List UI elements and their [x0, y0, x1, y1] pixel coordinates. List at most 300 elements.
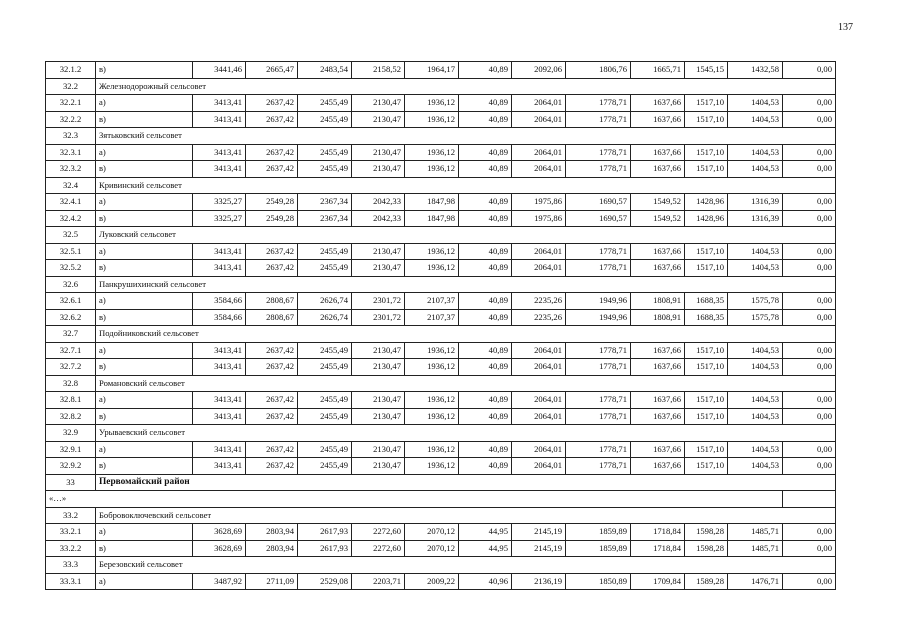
value-cell: 1637,66: [631, 144, 685, 161]
section-code: 32.3: [46, 128, 96, 145]
value-cell: 2637,42: [246, 144, 298, 161]
value-cell: 1778,71: [566, 260, 631, 277]
value-cell: 2092,06: [512, 62, 566, 79]
section-name: Кривинский сельсовет: [96, 177, 836, 194]
row-label: а): [96, 95, 193, 112]
row-code: 32.9.2: [46, 458, 96, 475]
value-cell: 1936,12: [405, 441, 459, 458]
value-cell: 1778,71: [566, 95, 631, 112]
table-row: [46, 441, 836, 458]
value-cell: 3413,41: [193, 458, 246, 475]
value-cell: 1598,28: [685, 524, 728, 541]
value-cell: 40,89: [459, 194, 512, 211]
value-cell: 3413,41: [193, 359, 246, 376]
value-cell: 1485,71: [728, 524, 783, 541]
value-cell: 1517,10: [685, 408, 728, 425]
row-code: 32.2.2: [46, 111, 96, 128]
subdivision-row: [46, 78, 836, 95]
value-cell: 1637,66: [631, 260, 685, 277]
value-cell: 1404,53: [728, 359, 783, 376]
row-code: 32.7.1: [46, 342, 96, 359]
value-cell: 1936,12: [405, 95, 459, 112]
table-body: [46, 62, 836, 590]
value-cell: 2130,47: [352, 144, 405, 161]
section-name: Урываевский сельсовет: [96, 425, 836, 442]
value-cell: 1949,96: [566, 293, 631, 310]
value-cell: 1936,12: [405, 458, 459, 475]
value-cell: 1936,12: [405, 408, 459, 425]
value-cell: 2455,49: [298, 458, 352, 475]
value-cell: 2637,42: [246, 408, 298, 425]
value-cell: 1404,53: [728, 408, 783, 425]
value-cell: 1949,96: [566, 309, 631, 326]
table-row: [46, 111, 836, 128]
value-cell: 0,00: [783, 210, 836, 227]
value-cell: 1404,53: [728, 161, 783, 178]
subdivision-row: [46, 557, 836, 574]
value-cell: 0,00: [783, 309, 836, 326]
row-label: в): [96, 458, 193, 475]
value-cell: 2064,01: [512, 441, 566, 458]
value-cell: 1806,76: [566, 62, 631, 79]
value-cell: 2158,52: [352, 62, 405, 79]
value-cell: 1936,12: [405, 342, 459, 359]
value-cell: 1404,53: [728, 95, 783, 112]
value-cell: 1428,96: [685, 210, 728, 227]
value-cell: 0,00: [783, 540, 836, 557]
district-row: [46, 474, 836, 491]
value-cell: 40,89: [459, 144, 512, 161]
subdivision-row: [46, 177, 836, 194]
value-cell: 1575,78: [728, 293, 783, 310]
value-cell: 1778,71: [566, 408, 631, 425]
value-cell: 0,00: [783, 408, 836, 425]
value-cell: 1936,12: [405, 161, 459, 178]
table-row: [46, 524, 836, 541]
value-cell: 0,00: [783, 243, 836, 260]
value-cell: 1975,86: [512, 194, 566, 211]
value-cell: 1778,71: [566, 342, 631, 359]
value-cell: 2301,72: [352, 309, 405, 326]
value-cell: 1404,53: [728, 458, 783, 475]
value-cell: 1718,84: [631, 540, 685, 557]
value-cell: 2064,01: [512, 342, 566, 359]
subdivision-row: [46, 326, 836, 343]
value-cell: 3628,69: [193, 524, 246, 541]
value-cell: 1808,91: [631, 293, 685, 310]
value-cell: 40,89: [459, 441, 512, 458]
value-cell: 2136,19: [512, 573, 566, 590]
row-label: в): [96, 309, 193, 326]
value-cell: 40,89: [459, 260, 512, 277]
section-name: Зятьковский сельсовет: [96, 128, 836, 145]
value-cell: 40,89: [459, 95, 512, 112]
section-name: Подойниковский сельсовет: [96, 326, 836, 343]
row-label: а): [96, 524, 193, 541]
value-cell: 44,95: [459, 540, 512, 557]
value-cell: 2637,42: [246, 458, 298, 475]
value-cell: 2130,47: [352, 392, 405, 409]
value-cell: 2064,01: [512, 144, 566, 161]
value-cell: 2637,42: [246, 243, 298, 260]
value-cell: 1936,12: [405, 359, 459, 376]
value-cell: 1690,57: [566, 210, 631, 227]
value-cell: 1778,71: [566, 243, 631, 260]
table-row: [46, 540, 836, 557]
value-cell: 1778,71: [566, 144, 631, 161]
value-cell: 2637,42: [246, 95, 298, 112]
value-cell: 0,00: [783, 194, 836, 211]
value-cell: 1637,66: [631, 342, 685, 359]
table-row: [46, 359, 836, 376]
value-cell: 2070,12: [405, 524, 459, 541]
value-cell: 3325,27: [193, 210, 246, 227]
value-cell: 1778,71: [566, 111, 631, 128]
value-cell: 2549,28: [246, 194, 298, 211]
section-code: 32.8: [46, 375, 96, 392]
section-name: Луковский сельсовет: [96, 227, 836, 244]
value-cell: 40,89: [459, 111, 512, 128]
value-cell: 2272,60: [352, 540, 405, 557]
value-cell: 40,89: [459, 161, 512, 178]
section-name: Железнодорожный сельсовет: [96, 78, 836, 95]
value-cell: 40,89: [459, 293, 512, 310]
value-cell: 2803,94: [246, 540, 298, 557]
table-row: [46, 260, 836, 277]
value-cell: 1936,12: [405, 243, 459, 260]
value-cell: 3413,41: [193, 243, 246, 260]
value-cell: 1936,12: [405, 392, 459, 409]
value-cell: 2145,19: [512, 524, 566, 541]
row-label: в): [96, 111, 193, 128]
value-cell: 2626,74: [298, 309, 352, 326]
value-cell: 1778,71: [566, 458, 631, 475]
table-row: [46, 342, 836, 359]
value-cell: 2130,47: [352, 260, 405, 277]
section-name: Романовский сельсовет: [96, 375, 836, 392]
value-cell: 1517,10: [685, 243, 728, 260]
section-code: 32.2: [46, 78, 96, 95]
subdivision-row: [46, 507, 836, 524]
section-code: 32.5: [46, 227, 96, 244]
value-cell: 2009,22: [405, 573, 459, 590]
value-cell: 1517,10: [685, 260, 728, 277]
value-cell: 1778,71: [566, 359, 631, 376]
value-cell: 2617,93: [298, 540, 352, 557]
row-label: а): [96, 342, 193, 359]
value-cell: 1404,53: [728, 392, 783, 409]
value-cell: 0,00: [783, 458, 836, 475]
value-cell: 3584,66: [193, 293, 246, 310]
value-cell: 2272,60: [352, 524, 405, 541]
value-cell: 2483,54: [298, 62, 352, 79]
value-cell: 2203,71: [352, 573, 405, 590]
value-cell: 3487,92: [193, 573, 246, 590]
value-cell: 2130,47: [352, 95, 405, 112]
value-cell: 2130,47: [352, 408, 405, 425]
value-cell: 1637,66: [631, 243, 685, 260]
value-cell: 2455,49: [298, 161, 352, 178]
row-code: 32.5.1: [46, 243, 96, 260]
row-label: в): [96, 62, 193, 79]
value-cell: 2064,01: [512, 243, 566, 260]
row-label: а): [96, 392, 193, 409]
value-cell: 40,89: [459, 359, 512, 376]
value-cell: 0,00: [783, 441, 836, 458]
table-row: [46, 293, 836, 310]
row-code: 32.7.2: [46, 359, 96, 376]
row-code: 32.2.1: [46, 95, 96, 112]
value-cell: 2637,42: [246, 111, 298, 128]
table-row: [46, 573, 836, 590]
value-cell: 2455,49: [298, 359, 352, 376]
subdivision-row: [46, 276, 836, 293]
value-cell: 1637,66: [631, 408, 685, 425]
table-row: [46, 161, 836, 178]
value-cell: 0,00: [783, 260, 836, 277]
value-cell: 0,00: [783, 95, 836, 112]
row-label: в): [96, 540, 193, 557]
value-cell: 2042,33: [352, 194, 405, 211]
value-cell: 0,00: [783, 111, 836, 128]
district-name: Первомайский район: [96, 474, 836, 491]
district-code: 33: [46, 474, 96, 491]
value-cell: 1316,39: [728, 194, 783, 211]
value-cell: 3441,46: [193, 62, 246, 79]
row-code: 32.4.2: [46, 210, 96, 227]
value-cell: 1637,66: [631, 111, 685, 128]
row-label: а): [96, 194, 193, 211]
value-cell: 0,00: [783, 144, 836, 161]
section-code: 32.9: [46, 425, 96, 442]
value-cell: 1690,57: [566, 194, 631, 211]
row-code: 32.3.2: [46, 161, 96, 178]
value-cell: 1517,10: [685, 95, 728, 112]
value-cell: 2626,74: [298, 293, 352, 310]
row-code: 33.2.2: [46, 540, 96, 557]
value-cell: 1517,10: [685, 441, 728, 458]
value-cell: 1517,10: [685, 392, 728, 409]
value-cell: 2455,49: [298, 95, 352, 112]
value-cell: 1549,52: [631, 210, 685, 227]
subdivision-row: [46, 227, 836, 244]
row-code: 32.5.2: [46, 260, 96, 277]
value-cell: 1545,15: [685, 62, 728, 79]
section-name: Панкрушихинский сельсовет: [96, 276, 836, 293]
value-cell: 1637,66: [631, 441, 685, 458]
value-cell: 2637,42: [246, 392, 298, 409]
row-label: в): [96, 260, 193, 277]
value-cell: 2637,42: [246, 342, 298, 359]
row-label: в): [96, 210, 193, 227]
value-cell: 2617,93: [298, 524, 352, 541]
value-cell: 2455,49: [298, 342, 352, 359]
value-cell: 2665,47: [246, 62, 298, 79]
value-cell: 1517,10: [685, 458, 728, 475]
value-cell: 3413,41: [193, 408, 246, 425]
row-label: в): [96, 408, 193, 425]
value-cell: 0,00: [783, 392, 836, 409]
value-cell: 1637,66: [631, 161, 685, 178]
value-cell: 2064,01: [512, 111, 566, 128]
value-cell: 1404,53: [728, 243, 783, 260]
value-cell: 2549,28: [246, 210, 298, 227]
value-cell: 1778,71: [566, 161, 631, 178]
table-row: [46, 392, 836, 409]
value-cell: 2107,37: [405, 293, 459, 310]
value-cell: 1936,12: [405, 111, 459, 128]
value-cell: 1688,35: [685, 293, 728, 310]
value-cell: 1517,10: [685, 161, 728, 178]
value-cell: 40,89: [459, 408, 512, 425]
section-name: Бобровоключевский сельсовет: [96, 507, 836, 524]
value-cell: 44,95: [459, 524, 512, 541]
table-row: [46, 309, 836, 326]
row-code: 32.4.1: [46, 194, 96, 211]
row-label: в): [96, 161, 193, 178]
value-cell: 0,00: [783, 161, 836, 178]
omission-row: [46, 491, 836, 508]
value-cell: 2455,49: [298, 260, 352, 277]
value-cell: 1549,52: [631, 194, 685, 211]
table-row: [46, 243, 836, 260]
value-cell: 1709,84: [631, 573, 685, 590]
table-row: [46, 62, 836, 79]
subdivision-row: [46, 425, 836, 442]
section-code: 32.7: [46, 326, 96, 343]
value-cell: 1485,71: [728, 540, 783, 557]
value-cell: 1575,78: [728, 309, 783, 326]
value-cell: 1808,91: [631, 309, 685, 326]
value-cell: 2455,49: [298, 408, 352, 425]
value-cell: 1964,17: [405, 62, 459, 79]
value-cell: 1847,98: [405, 194, 459, 211]
value-cell: 1404,53: [728, 144, 783, 161]
value-cell: 2455,49: [298, 392, 352, 409]
value-cell: 1975,86: [512, 210, 566, 227]
row-code: 32.8.2: [46, 408, 96, 425]
value-cell: 40,89: [459, 62, 512, 79]
section-code: 32.6: [46, 276, 96, 293]
value-cell: 2529,08: [298, 573, 352, 590]
section-code: 33.3: [46, 557, 96, 574]
table-row: [46, 144, 836, 161]
value-cell: 2130,47: [352, 359, 405, 376]
table-row: [46, 194, 836, 211]
value-cell: 1404,53: [728, 342, 783, 359]
empty-cell: [783, 491, 836, 508]
value-cell: 1665,71: [631, 62, 685, 79]
section-code: 33.2: [46, 507, 96, 524]
value-cell: 1718,84: [631, 524, 685, 541]
value-cell: 40,89: [459, 309, 512, 326]
value-cell: 40,89: [459, 342, 512, 359]
table-row: [46, 458, 836, 475]
value-cell: 2130,47: [352, 458, 405, 475]
row-label: а): [96, 441, 193, 458]
row-code: 33.2.1: [46, 524, 96, 541]
value-cell: 1428,96: [685, 194, 728, 211]
value-cell: 1859,89: [566, 540, 631, 557]
value-cell: 2637,42: [246, 441, 298, 458]
value-cell: 2455,49: [298, 144, 352, 161]
value-cell: 2064,01: [512, 458, 566, 475]
tariff-table: [45, 61, 836, 590]
row-code: 32.1.2: [46, 62, 96, 79]
row-code: 32.6.1: [46, 293, 96, 310]
value-cell: 2637,42: [246, 260, 298, 277]
value-cell: 1850,89: [566, 573, 631, 590]
value-cell: 2803,94: [246, 524, 298, 541]
row-code: 32.8.1: [46, 392, 96, 409]
value-cell: 0,00: [783, 62, 836, 79]
subdivision-row: [46, 128, 836, 145]
page-number: 137: [838, 22, 853, 33]
value-cell: 3413,41: [193, 441, 246, 458]
value-cell: 1637,66: [631, 458, 685, 475]
value-cell: 2301,72: [352, 293, 405, 310]
table-row: [46, 95, 836, 112]
value-cell: 2455,49: [298, 111, 352, 128]
section-name: Березовский сельсовет: [96, 557, 836, 574]
value-cell: 0,00: [783, 293, 836, 310]
table-row: [46, 210, 836, 227]
value-cell: 1316,39: [728, 210, 783, 227]
row-code: 32.6.2: [46, 309, 96, 326]
value-cell: 2235,26: [512, 293, 566, 310]
value-cell: 2070,12: [405, 540, 459, 557]
value-cell: 40,89: [459, 392, 512, 409]
value-cell: 40,89: [459, 458, 512, 475]
value-cell: 1517,10: [685, 342, 728, 359]
value-cell: 2064,01: [512, 392, 566, 409]
value-cell: 2064,01: [512, 359, 566, 376]
subdivision-row: [46, 375, 836, 392]
value-cell: 1847,98: [405, 210, 459, 227]
value-cell: 3413,41: [193, 392, 246, 409]
row-code: 33.3.1: [46, 573, 96, 590]
value-cell: 2130,47: [352, 342, 405, 359]
value-cell: 3413,41: [193, 260, 246, 277]
value-cell: 2130,47: [352, 161, 405, 178]
value-cell: 2130,47: [352, 441, 405, 458]
value-cell: 1637,66: [631, 392, 685, 409]
value-cell: 2808,67: [246, 293, 298, 310]
value-cell: 2637,42: [246, 359, 298, 376]
value-cell: 1859,89: [566, 524, 631, 541]
value-cell: 2455,49: [298, 441, 352, 458]
value-cell: 1589,28: [685, 573, 728, 590]
value-cell: 3628,69: [193, 540, 246, 557]
value-cell: 2711,09: [246, 573, 298, 590]
value-cell: 2130,47: [352, 111, 405, 128]
value-cell: 2064,01: [512, 260, 566, 277]
value-cell: 2235,26: [512, 309, 566, 326]
row-label: в): [96, 359, 193, 376]
value-cell: 2145,19: [512, 540, 566, 557]
value-cell: 2367,34: [298, 194, 352, 211]
value-cell: 1404,53: [728, 111, 783, 128]
value-cell: 1637,66: [631, 95, 685, 112]
value-cell: 1517,10: [685, 144, 728, 161]
value-cell: 1936,12: [405, 260, 459, 277]
row-label: а): [96, 573, 193, 590]
value-cell: 1404,53: [728, 441, 783, 458]
value-cell: 40,89: [459, 243, 512, 260]
value-cell: 3325,27: [193, 194, 246, 211]
row-label: а): [96, 293, 193, 310]
value-cell: 0,00: [783, 342, 836, 359]
